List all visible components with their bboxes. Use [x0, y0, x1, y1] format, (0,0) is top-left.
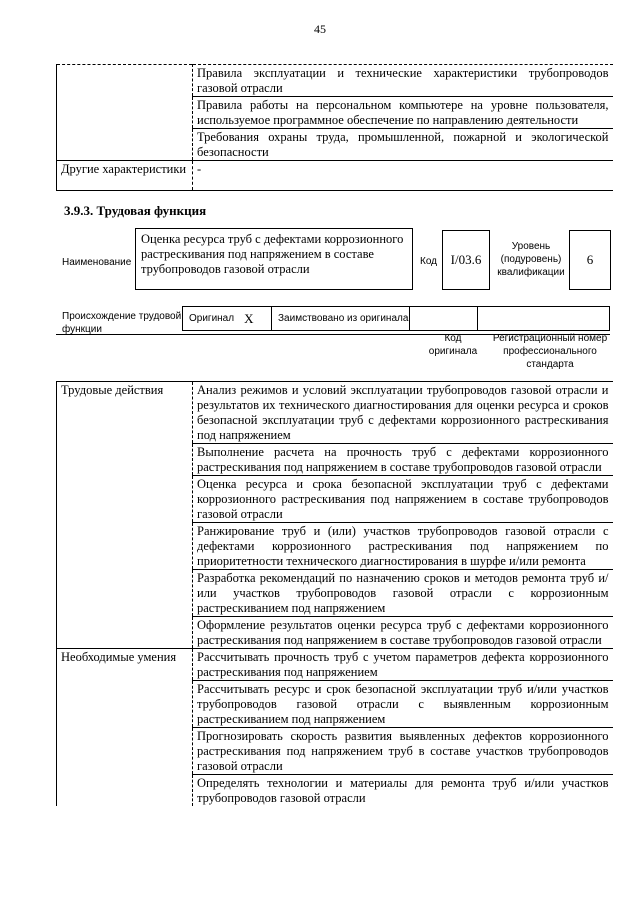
borrowed-label: Заимствовано из оригинала	[278, 313, 409, 324]
section-title: 3.9.3. Трудовая функция	[64, 203, 207, 218]
name-label: Наименование	[62, 257, 132, 268]
origin-label: Происхождение трудовой функции	[62, 311, 182, 335]
required-skills-label: Необходимые умения	[57, 649, 193, 807]
original-mark: X	[244, 310, 254, 326]
original-code-cell	[410, 306, 478, 331]
page-number: 45	[314, 22, 326, 36]
level-label: Уровень (подуровень) квалификации	[497, 241, 565, 278]
labor-actions-label: Трудовые действия	[57, 382, 193, 649]
function-code-box: I/03.6	[442, 230, 490, 290]
registration-number-cell	[478, 306, 610, 331]
other-characteristics-label: Другие характеристики	[57, 161, 193, 191]
labor-action-item: Оформление результатов оценки ресурса труб с дефектами коррозионного растрескивания под напряжением в составе трубопроводов газовой отрасли	[193, 617, 613, 649]
code-label: Код	[420, 256, 438, 267]
skill-item: Определять технологии и материалы для ремонта труб и/или участков трубопроводов газовой отрасли	[197, 776, 609, 805]
registration-caption: Регистрационный номер профессионального стандарта	[492, 333, 608, 370]
qualification-level-box: 6	[569, 230, 611, 290]
row-label	[57, 65, 193, 161]
labor-action-item: Выполнение расчета на прочность труб с дефектами коррозионного растрескивания под напряжением в составе трубопроводов газовой отрасли	[193, 444, 613, 476]
function-details-table	[56, 381, 613, 806]
requirement-item: Требования охраны труда, промышленной, пожарной и экологической безопасности	[193, 129, 613, 161]
original-label: Оригинал	[189, 313, 235, 324]
other-characteristics-value: -	[193, 161, 613, 191]
skill-item: Прогнозировать скорость развития выявленных дефектов коррозионного растрескивания под напряжением труб в составе участков трубопроводов газовой отрасли	[193, 728, 613, 775]
function-name-box: Оценка ресурса труб с дефектами коррозионного растрескивания под напряжением в составе трубопроводов газовой отрасли	[135, 228, 413, 290]
borrowed-cell	[272, 306, 410, 331]
original-cell	[182, 306, 272, 331]
labor-action-item: Разработка рекомендаций по назначению сроков и методов ремонта труб и/или участков трубопроводов газовой отрасли с коррозионным растрескиванием под напряжением	[193, 570, 613, 617]
skill-item: Рассчитывать ресурс и срок безопасной эксплуатации труб и/или участков трубопроводов газовой отрасли с выявленным коррозионным растрескиванием под напряжением	[193, 681, 613, 728]
requirements-table-continued	[56, 64, 613, 191]
code-caption: Код оригинала	[428, 333, 478, 357]
origin-row	[182, 306, 610, 331]
labor-action-item: Оценка ресурса и срока безопасной эксплуатации труб с дефектами коррозионного растрескивания под напряжением в составе трубопроводов газовой отрасли	[193, 476, 613, 523]
skill-item: Рассчитывать прочность труб с учетом параметров дефекта коррозионного растрескивания под напряжением	[193, 649, 613, 681]
requirement-item: Правила эксплуатации и технические характеристики трубопроводов газовой отрасли	[193, 65, 613, 97]
labor-action-item: Анализ режимов и условий эксплуатации трубопроводов газовой отрасли и результатов их технического диагностирования для оценки ресурса и сроков безопасной эксплуатации труб с дефектами коррозионного растрескивания под напряжением	[193, 382, 613, 444]
requirement-item: Правила работы на персональном компьютере на уровне пользователя, используемое программное обеспечение по направлению деятельности	[193, 97, 613, 129]
labor-action-item: Ранжирование труб и (или) участков трубопроводов газовой отрасли с дефектами коррозионного растрескивания под напряжением по приоритетности технического диагностирования в шурфе и/или ремонта	[193, 523, 613, 570]
